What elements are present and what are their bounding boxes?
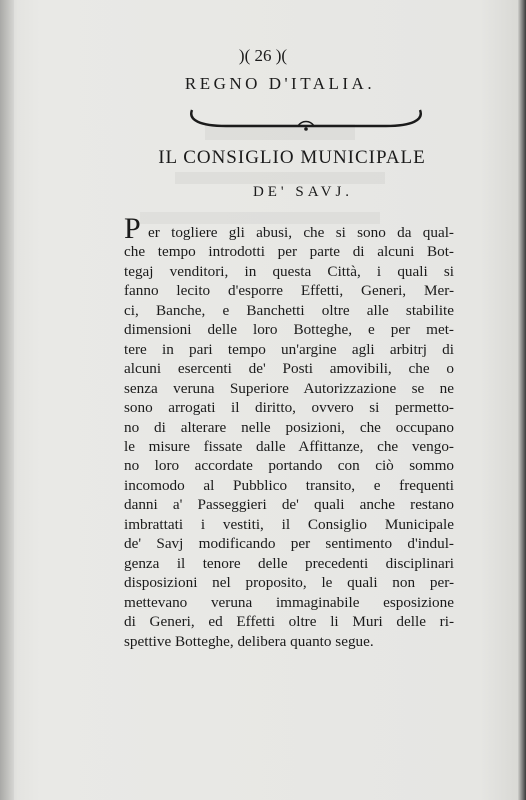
text-line: sono arrogati il diritto, ovvero si permetto- bbox=[124, 399, 454, 417]
text-line: mettevano veruna immaginabile esposizione bbox=[124, 593, 454, 611]
decorative-rule-ornament bbox=[186, 104, 426, 132]
text-line: alcuni esercenti de' Posti amovibili, che o bbox=[124, 360, 454, 378]
text-line: senza veruna Superiore Autorizzazione se ne bbox=[124, 379, 454, 397]
text-line: genza il tenore delle precedenti disciplinari bbox=[124, 554, 454, 572]
text-line: danni a' Passeggieri de' quali anche restano bbox=[124, 496, 454, 514]
notice-body bbox=[124, 212, 454, 651]
text-line: disposizioni nel proposito, le quali non per- bbox=[124, 574, 454, 592]
text-line: spettive Botteghe, delibera quanto segue. bbox=[124, 632, 374, 650]
text-line: che tempo introdotti per parte di alcuni Bot- bbox=[124, 243, 454, 261]
notice-subtitle: DE' SAVJ. bbox=[252, 184, 354, 200]
text-line: fanno lecito d'esporre Effetti, Generi, Mer- bbox=[124, 282, 454, 300]
text-line: no di alterare nelle posizioni, che occupano bbox=[124, 418, 454, 436]
text-line: dimensioni delle loro Botteghe, e per met- bbox=[124, 321, 454, 339]
page-edge-shadow bbox=[518, 0, 526, 800]
text-line: de' Savj modificando per sentimento d'indul- bbox=[124, 535, 454, 553]
text-line: ci, Banche, e Banchetti oltre alle stabilite bbox=[124, 301, 454, 319]
running-head: REGNO D'ITALIA. bbox=[184, 74, 376, 93]
page-gutter-shadow bbox=[0, 0, 14, 800]
bleed-through-mark bbox=[175, 172, 385, 184]
text-line: no loro accordate portando con ciò sommo bbox=[124, 457, 454, 475]
notice-title: IL CONSIGLIO MUNICIPALE bbox=[158, 147, 426, 168]
text-line bbox=[124, 212, 454, 245]
text-line: incomodo al Pubblico transito, e frequenti bbox=[124, 476, 454, 494]
text-line: tegaj venditori, in questa Città, i quali si bbox=[124, 262, 454, 280]
text-line: di Generi, ed Effetti oltre li Muri delle ri- bbox=[124, 613, 454, 631]
text-line: imbrattati i vestiti, il Consiglio Municipale bbox=[124, 515, 454, 533]
page-number: )( 26 )( bbox=[238, 46, 288, 65]
text-line: tere in pari tempo un'argine agli arbitrj di bbox=[124, 340, 454, 358]
drop-cap: P bbox=[124, 212, 141, 245]
text-line-content: er togliere gli abusi, che si sono da qual- bbox=[148, 224, 454, 241]
text-line: le misure fissate dalle Affittanze, che vengo- bbox=[124, 437, 454, 455]
